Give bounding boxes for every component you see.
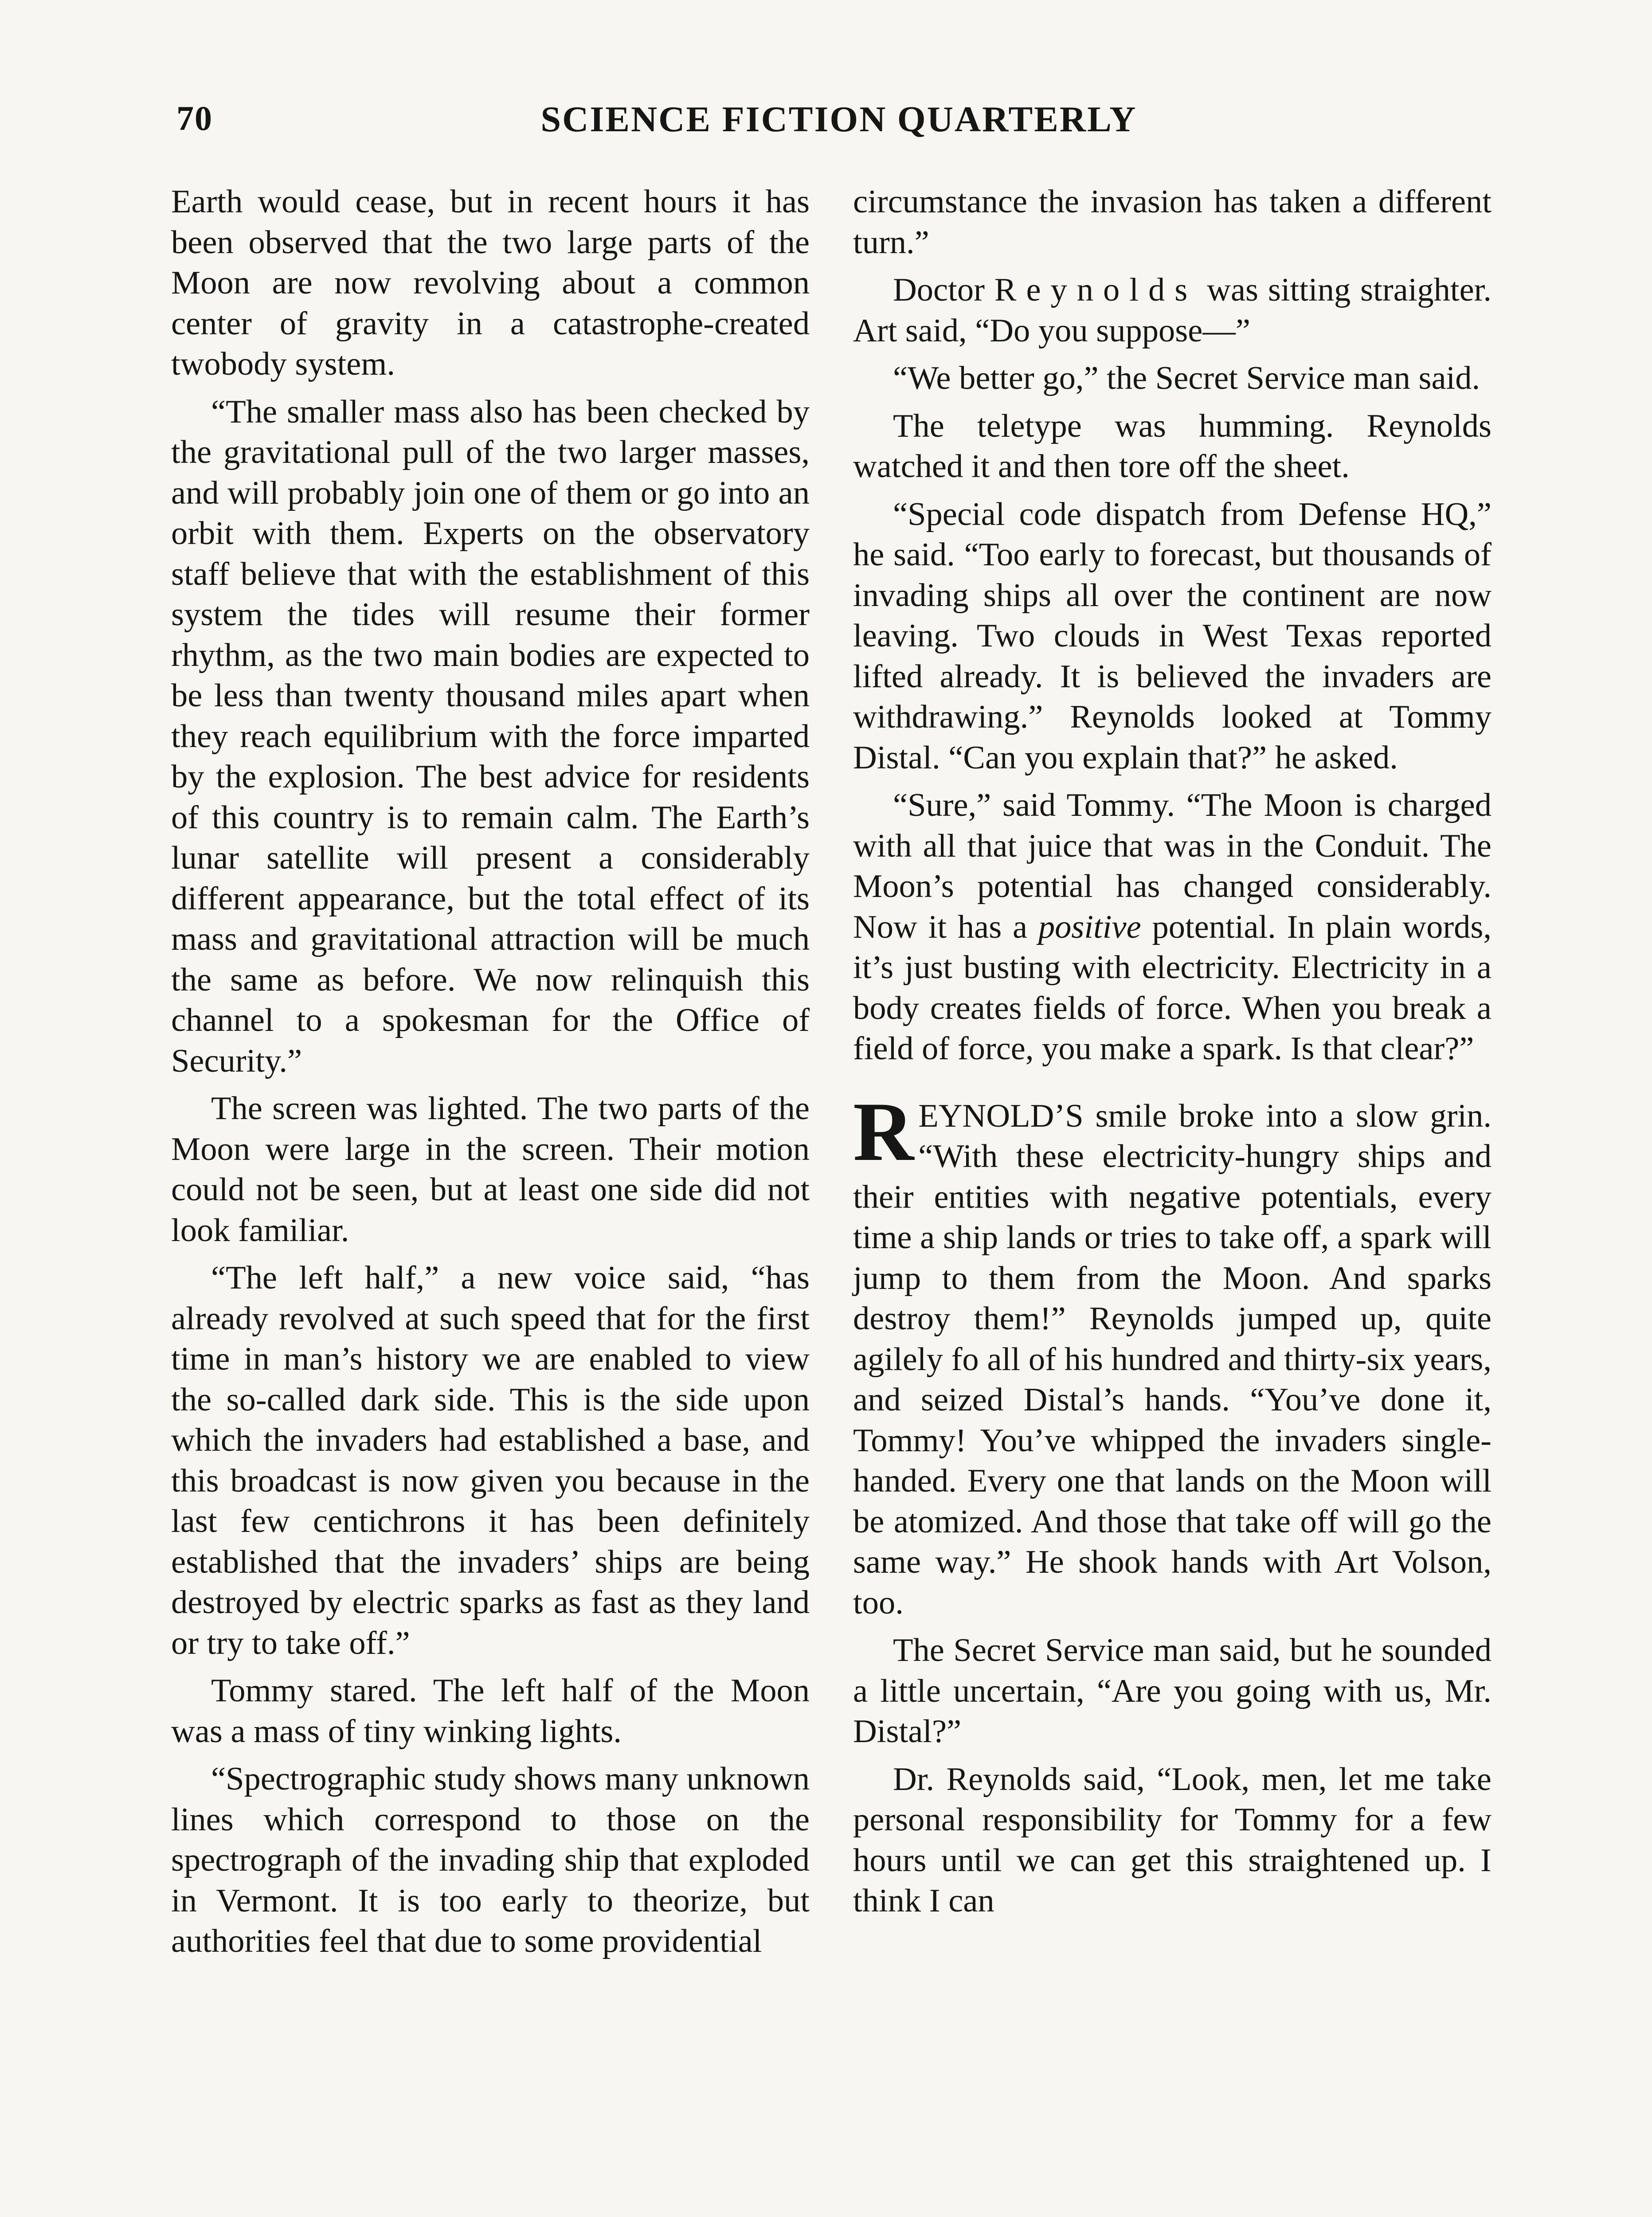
letter-spaced-name: Reynolds xyxy=(994,272,1198,308)
running-title: SCIENCE FICTION QUARTERLY xyxy=(540,99,1137,139)
italic-word: positive xyxy=(1038,909,1141,945)
left-column xyxy=(171,182,810,1969)
text-run: EYNOLD’S smile broke into a slow grin. “With these electricity-hungry ships and their entities with negative potentials, every time a ship lands or tries to take off, a spark will jump to them from the Moon. And sparks destroy them!” Reynolds jumped up, quite agilely fo all of his hundred and thirty-six years, and seized Distal’s hands. “You’ve done it, Tommy! You’ve whipped the invaders single-handed. Every one that lands on the Moon will be atomized. And those that take off will go the same way.” He shook hands with Art Volson, too. xyxy=(853,1097,1491,1621)
paragraph: The teletype was humming. Reynolds watched it and then tore off the sheet. xyxy=(853,407,1491,485)
drop-cap: R xyxy=(853,1085,914,1179)
text-run: Doctor xyxy=(893,272,994,308)
paragraph: The screen was lighted. The two parts of the Moon were large in the screen. Their motion could not be seen, but at least one side did not look familiar. xyxy=(171,1090,810,1249)
paragraph: Tommy stared. The left half of the Moon was a mass of tiny winking lights. xyxy=(171,1673,810,1750)
paragraph: “The smaller mass also has been checked by the gravitational pull of the two larger masses, and will probably join one of them or go into an orbit with them. Experts on the observatory staff believe that with the establishment of this system the tides will resume their former rhythm, as the two main bodies are expected to be less than twenty thousand miles apart when they reach equilibrium with the force imparted by the explosion. The best advice for residents of this country is to remain calm. The Earth’s lunar satellite will present a considerably different appearance, but the total effect of its mass and gravitational attraction will be much the same as before. We now relinquish this channel to a spokesman for the Office of Security.” xyxy=(171,393,810,1079)
paragraph xyxy=(853,785,1491,1069)
section-start-paragraph xyxy=(853,1085,1491,1624)
paragraph xyxy=(853,270,1491,351)
paragraph: circumstance the invasion has taken a different turn.” xyxy=(853,184,1491,261)
paragraph: Dr. Reynolds said, “Look, men, let me take personal responsibility for Tommy for a few hours until we can get this straightened up. I think I can xyxy=(853,1761,1491,1919)
paragraph: Earth would cease, but in recent hours it has been observed that the two large parts of the Moon are now revolving about a common center of gravity in a catastrophe-created twobody system. xyxy=(171,184,810,382)
page-number: 70 xyxy=(176,99,213,137)
right-column xyxy=(853,182,1491,1929)
paragraph: “Spectrographic study shows many unknown lines which correspond to those on the spectrograph of the invading ship that exploded in Vermont. It is too early to theorize, but authorities feel that due to some providential xyxy=(171,1761,810,1959)
text-run: “Sure,” said Tommy. “The Moon is charged with all that juice that was in the Conduit. The Moon’s potential has changed considerably. Now it has a xyxy=(853,787,1491,945)
page-header xyxy=(176,98,1501,147)
text-run: was sitting straighter. Art said, “Do you suppose—” xyxy=(853,272,1491,349)
paragraph: “Special code dispatch from Defense HQ,” he said. “Too early to forecast, but thousands of invading ships all over the continent are now leaving. Two clouds in West Texas reported lifted already. It is believed the invaders are withdrawing.” Reynolds looked at Tommy Distal. “Can you explain that?” he asked. xyxy=(853,496,1491,776)
paragraph: “We better go,” the Secret Service man said. xyxy=(893,360,1480,396)
paragraph: The Secret Service man said, but he sounded a little uncertain, “Are you going with us, Mr. Distal?” xyxy=(853,1632,1491,1750)
text-run: potential. In plain words, it’s just busting with electricity. Electricity in a body creates fields of force. When you break a field of force, you make a spark. Is that clear?” xyxy=(853,909,1491,1067)
paragraph: “The left half,” a new voice said, “has already revolved at such speed that for the first time in man’s history we are enabled to view the so-called dark side. This is the side upon which the invaders had established a base, and this broadcast is now given you because in the last few centichrons it has been definitely established that the invaders’ ships are being destroyed by electric sparks as fast as they land or try to take off.” xyxy=(171,1260,810,1661)
